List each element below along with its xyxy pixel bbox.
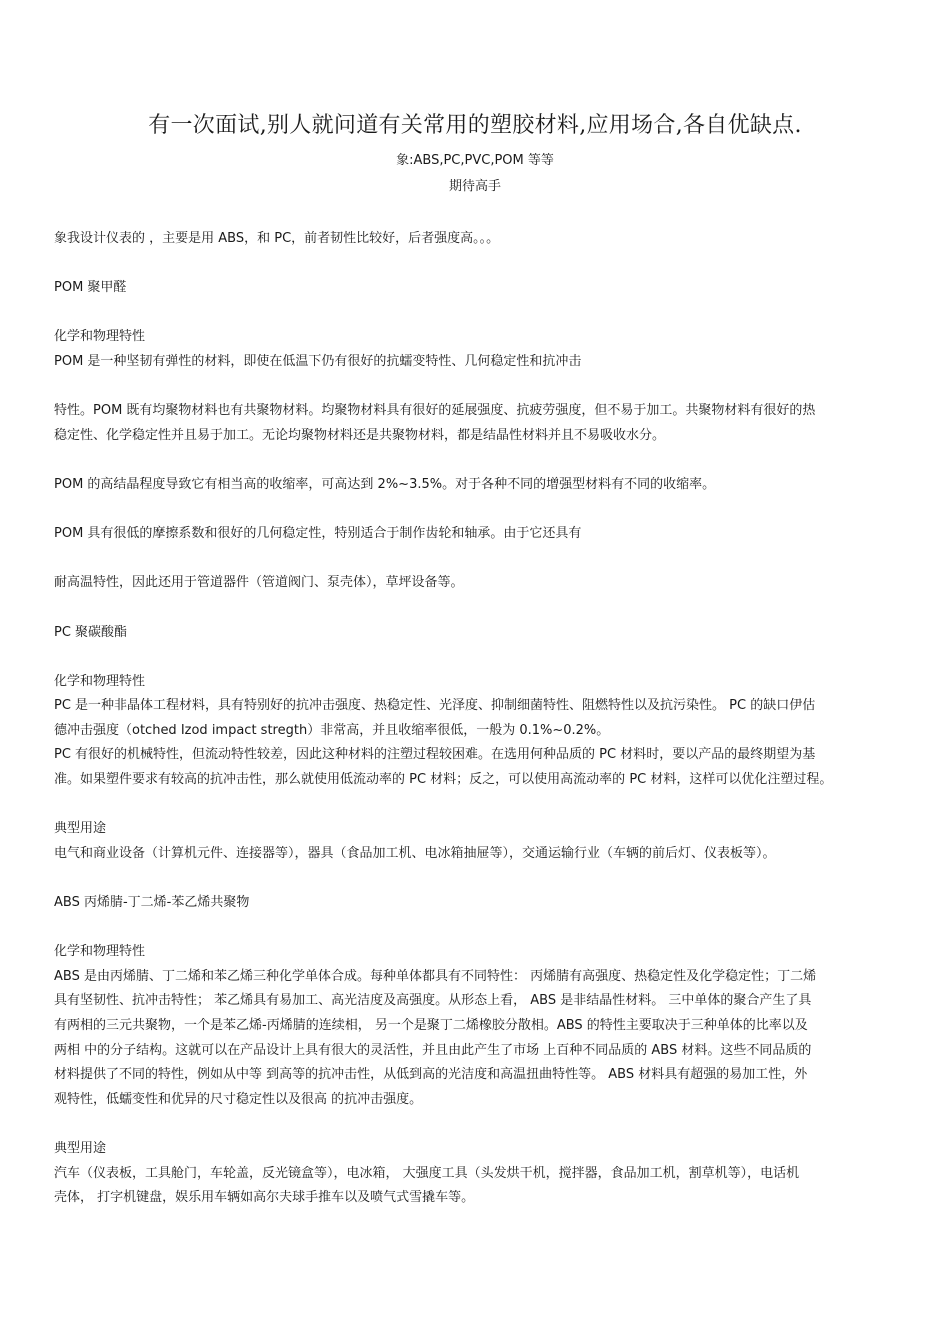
abs-paragraph: 材料提供了不同的特性，例如从中等 到高等的抗冲击性，从低到高的光洁度和高温扭曲特性等。 ABS 材料具有超强的易加工性，外 [54,1067,808,1083]
document-subtitle: 象:ABS,PC,PVC,POM 等等 [396,153,554,168]
pc-paragraph: PC 是一种非晶体工程材料，具有特别好的抗冲击强度、热稳定性、光泽度、抑制细菌特性、阻燃特性以及抗污染性。 PC 的缺口伊估 [54,698,816,714]
abs-paragraph: 有两相的三元共聚物，一个是苯乙烯-丙烯腈的连续相， 另一个是聚丁二烯橡胶分散相。ABS 的特性主要取决于三种单体的比率以及 [54,1018,808,1033]
pom-paragraph: POM 的高结晶程度导致它有相当高的收缩率，可高达到 2%~3.5%。对于各种不同的增强型材料有不同的收缩率。 [54,476,716,492]
pom-paragraph: POM 是一种坚韧有弹性的材料，即使在低温下仍有很好的抗蠕变特性、几何稳定性和抗冲击 [54,353,582,369]
abs-paragraph: 观特性，低蠕变性和优异的尺寸稳定性以及很高 的抗冲击强度。 [54,1091,423,1107]
abs-uses-paragraph: 壳体， 打字机键盘，娱乐用车辆如高尔夫球手推车以及喷气式雪撬车等。 [54,1190,475,1206]
pom-paragraph: 耐高温特性，因此还用于管道器件（管道阀门、泵壳体），草坪设备等。 [54,575,464,591]
pc-paragraph: 准。如果塑件要求有较高的抗冲击性，那么就使用低流动率的 PC 材料；反之，可以使用高流动率的 PC 材料，这样可以优化注塑过程。 [54,772,833,788]
abs-paragraph: 具有坚韧性、抗冲击特性； 苯乙烯具有易加工、高光洁度及高强度。从形态上看， ABS 是非结晶性材料。 三中单体的聚合产生了具 [54,993,812,1009]
abs-heading: ABS 丙烯腈-丁二烯-苯乙烯共聚物 [54,895,250,911]
pc-uses-heading: 典型用途 [54,821,107,837]
abs-uses-paragraph: 汽车（仪表板，工具舱门，车轮盖，反光镜盒等），电冰箱， 大强度工具（头发烘干机，搅拌器，食品加工机，割草机等），电话机 [54,1165,800,1181]
document-body [54,227,904,1211]
pom-paragraph: 稳定性、化学稳定性并且易于加工。无论均聚物材料还是共聚物材料，都是结晶性材料并且不易吸收水分。 [54,427,666,443]
intro-paragraph: 象我设计仪表的 ，主要是用 ABS，和 PC，前者韧性比较好，后者强度高。。。 [54,231,500,246]
pom-heading: POM 聚甲醛 [54,280,127,296]
pom-paragraph: POM 具有很低的摩擦系数和很好的几何稳定性，特别适合于制作齿轮和轴承。由于它还具有 [54,526,582,542]
pc-paragraph: PC 有很好的机械特性，但流动特性较差，因此这种材料的注塑过程较困难。在选用何种品质的 PC 材料时，要以产品的最终期望为基 [54,747,816,763]
document-subtitle-2: 期待高手 [448,179,501,194]
pc-heading: PC 聚碳酸酯 [54,624,128,640]
pc-props-heading: 化学和物理特性 [54,673,146,689]
abs-paragraph: 两相 中的分子结构。这就可以在产品设计上具有很大的灵活性，并且由此产生了市场 上百种不同品质的 ABS 材料。这些不同品质的 [54,1042,812,1058]
pom-props-heading: 化学和物理特性 [54,329,146,345]
abs-paragraph: ABS 是由丙烯腈、丁二烯和苯乙烯三种化学单体合成。每种单体都具有不同特性： 丙烯腈有高强度、热稳定性及化学稳定性；丁二烯 [54,968,817,984]
abs-props-heading: 化学和物理特性 [54,944,146,960]
pc-paragraph: 德冲击强度（otched Izod impact stregth）非常高，并且收缩率很低，一般为 0.1%~0.2%。 [54,722,610,738]
pc-uses-paragraph: 电气和商业设备（计算机元件、连接器等），器具（食品加工机、电冰箱抽屉等），交通运输行业（车辆的前后灯、仪表板等）。 [54,845,776,861]
abs-uses-heading: 典型用途 [54,1140,107,1156]
document-title: 有一次面试,别人就问道有关常用的塑胶材料,应用场合,各自优缺点. [148,113,802,138]
pom-paragraph: 特性。POM 既有均聚物材料也有共聚物材料。均聚物材料具有很好的延展强度、抗疲劳强度，但不易于加工。共聚物材料有很好的热 [54,403,816,419]
